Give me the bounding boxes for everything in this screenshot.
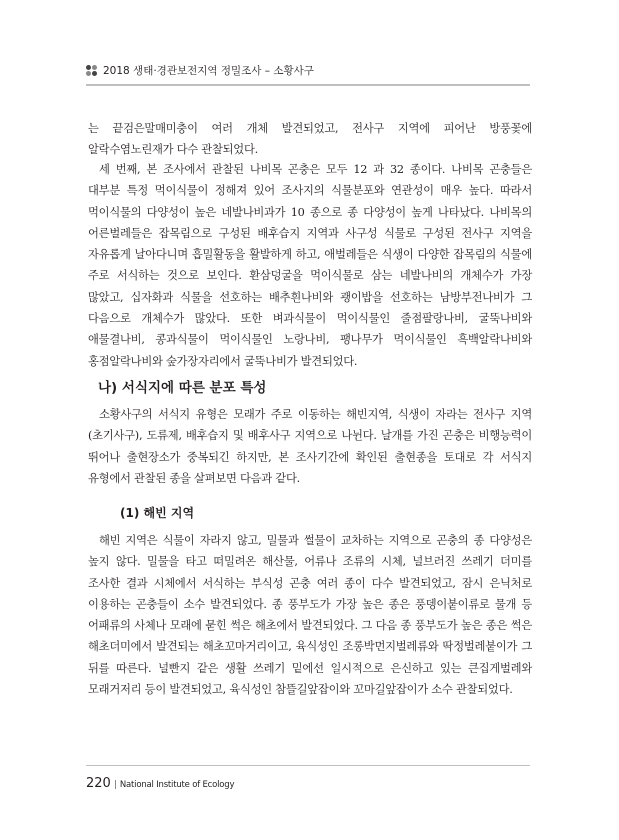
body-paragraph-habitat-types: 소황사구의 서식지 유형은 모래가 주로 이동하는 해빈지역, 식생이 자라는 전사구 지역(초기사구), 도류제, 배후습지 및 배후사구 지역으로 나뉜다. 날개를 가진 곤충은 비행능력이 뛰어나 출현장소가 중복되긴 하지만, 본 조사기간에 확인된 출현종을 토대로 각 서식지 유형에서 관찰된 종을 살펴보면 다음과 같다. (88, 408, 532, 485)
body-paragraph-lepidoptera: 세 번째, 본 조사에서 관찰된 나비목 곤충은 모두 12 과 32 종이다. 나비목 곤충들은 대부분 특정 먹이식물이 정해져 있어 조사지의 식물분포와 연관성이 매우 높다. 따라서 먹이식물의 다양성이 높은 네발나비과가 10 종으로 종 다양성이 높게 나타났다. 나비목의 어른벌레들은 잡목림으로 구성된 배후습지 지역과 사구성 식물로 구성된 전사구 지역을 자유롭게 날아다니며 흡밀활동을 활발하게 하고, 애벌레들은 식생이 다양한 잡목림의 식물에 주로 서식하는 것으로 보인다. 환삼덩굴을 먹이식물로 삼는 네발나비의 개체수가 가장 많았고, 십자화과 식물을 선호하는 배추흰나비와 괭이밥을 선호하는 남방부전나비가 그 다음으로 개체수가 많았다. 또한 벼과식물이 먹이식물인 줄점팔랑나비, 굴뚝나비와 애물결나비, 콩과식물이 먹이식물인 노랑나비, 팽나무가 먹이식물인 흑백알락나비와 홍점알락나비와 숲가장자리에서 굴뚝나비가 발견되었다. (88, 163, 532, 368)
page-number: 220 (86, 776, 111, 791)
body-paragraph-continued: 는 끝검은말매미충이 여러 개체 발견되었고, 전사구 지역에 피어난 방풍꽃에 알락수염노린재가 다수 관찰되었다. (88, 122, 532, 157)
header-logo-icon (86, 65, 98, 77)
running-header (86, 61, 530, 81)
body-paragraph-beach-area: 해빈 지역은 식물이 자라지 않고, 밀물과 썰물이 교차하는 지역으로 곤충의 종 다양성은 높지 않다. 밀물을 타고 떠밀려온 해산물, 어류나 조류의 시체, 널브러진 쓰레기 더미를 조사한 결과 시체에서 서식하는 부식성 곤충 여러 종이 다수 발견되었고, 잠시 은닉처로 이용하는 곤충들이 소수 발견되었다. 종 풍부도가 가장 높은 종은 풍뎅이붙이류로 물개 등 어패류의 사체나 모래에 묻힌 썩은 해초에서 발견되었다. 그 다음 종 풍부도가 높은 종은 썩은 해초더미에서 발견되는 해초꼬마거리이고, 육식성인 조롱박먼지벌레류와 딱정벌레붙이가 그 뒤를 따른다. 널빤지 같은 생활 쓰레기 밑에선 일시적으로 은신하고 있는 큰집게벌레와 모래거저리 등이 발견되었고, 육식성인 참뜰길앞잡이와 꼬마길앞잡이가 소수 관찰되었다. (88, 534, 532, 697)
subsection-heading: (1) 해빈 지역 (120, 506, 195, 520)
footer-separator: | (113, 780, 117, 790)
header-title: 2018 생태·경관보전지역 정밀조사 – 소황사구 (103, 65, 314, 77)
page-footer (86, 772, 234, 791)
header-divider (86, 84, 530, 86)
institute-name: National Institute of Ecology (119, 780, 235, 790)
footer-divider (86, 765, 530, 766)
section-heading: 나) 서식지에 따른 분포 특성 (98, 380, 267, 396)
